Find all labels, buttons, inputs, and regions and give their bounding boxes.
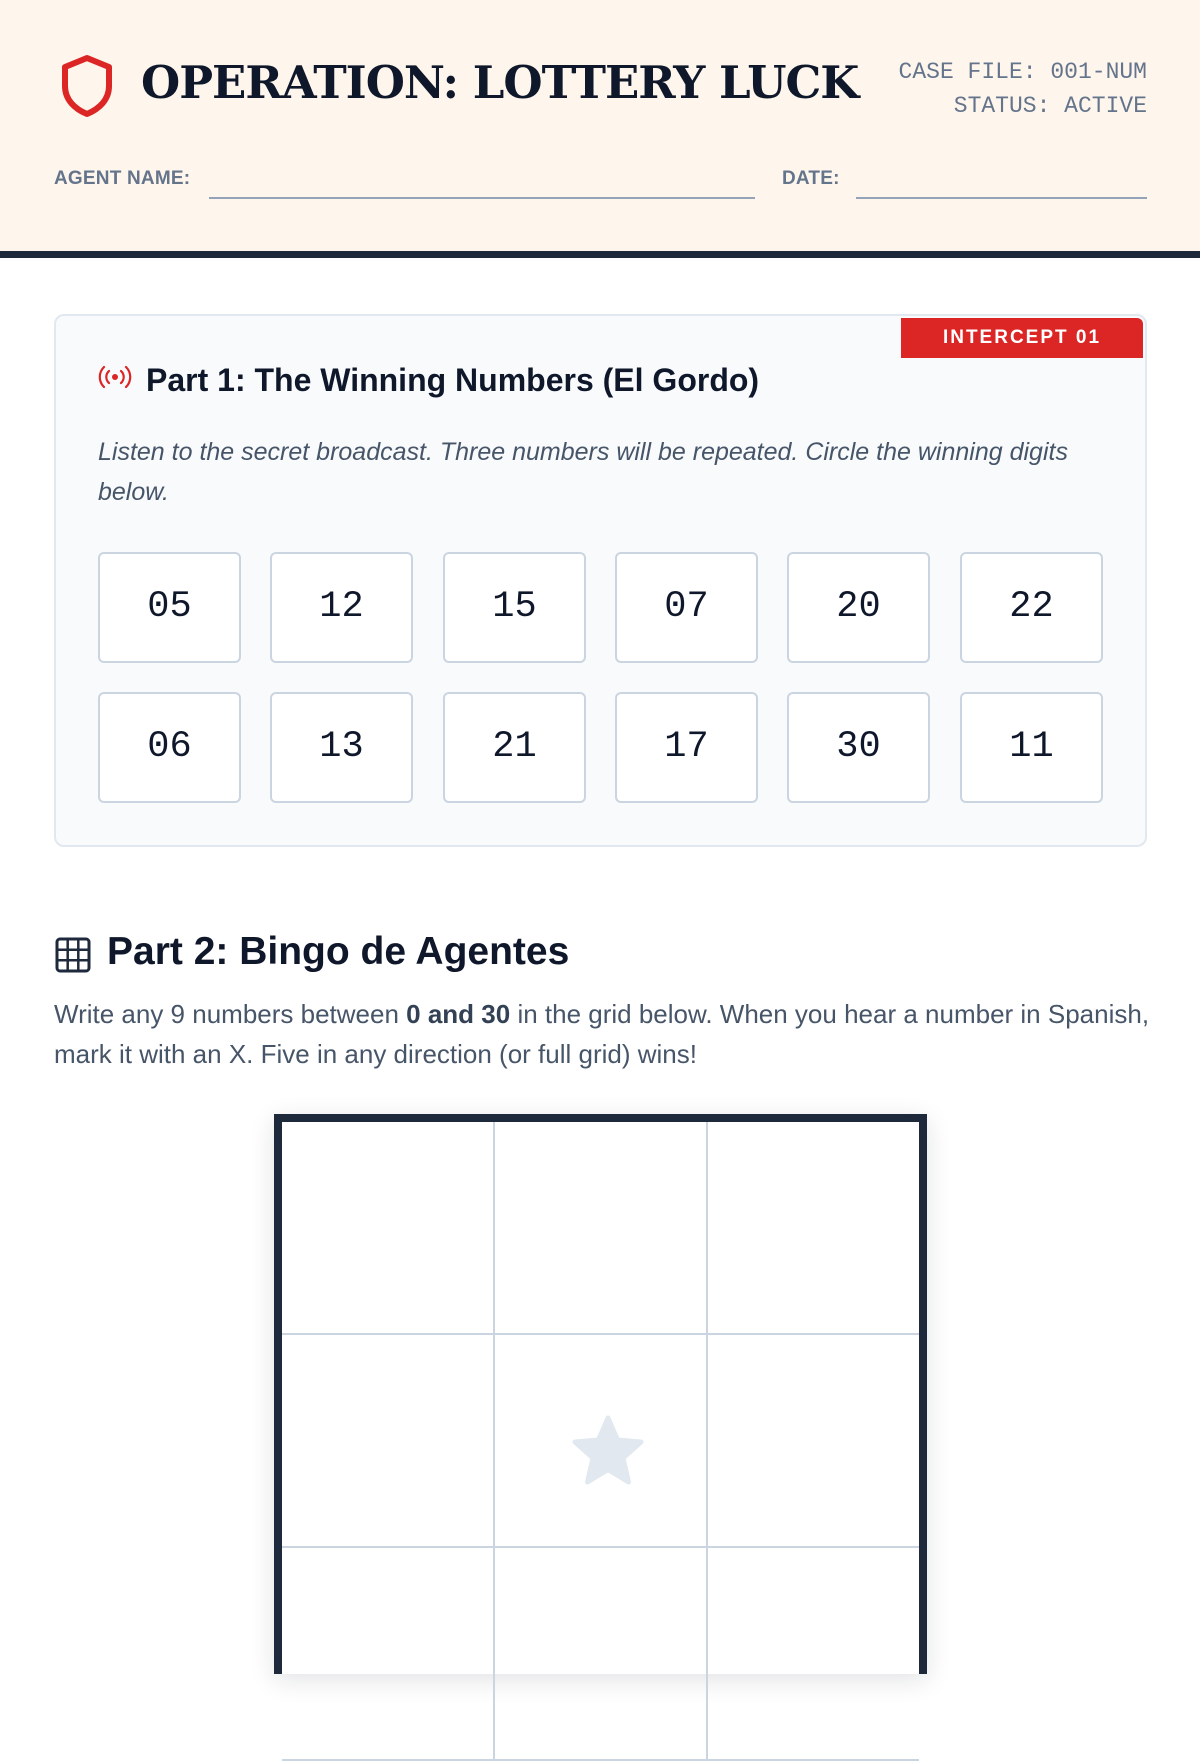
intercept-badge: INTERCEPT 01 xyxy=(901,318,1143,358)
number-box[interactable]: 20 xyxy=(787,552,930,663)
broadcast-icon xyxy=(98,364,132,390)
number-box[interactable]: 30 xyxy=(787,692,930,803)
part1-title: Part 1: The Winning Numbers (El Gordo) xyxy=(146,362,760,398)
star-icon xyxy=(570,1414,646,1490)
part1-instructions: Listen to the secret broadcast. Three numbers will be repeated. Circle the winning digits below. xyxy=(98,438,1068,506)
number-box[interactable]: 05 xyxy=(98,552,241,663)
number-box[interactable]: 17 xyxy=(615,692,758,803)
header xyxy=(0,0,1200,258)
bingo-cell[interactable] xyxy=(708,1335,919,1548)
part2-instructions-pre: Write any 9 numbers between xyxy=(54,999,407,1029)
bingo-cell[interactable] xyxy=(282,1335,495,1548)
number-box[interactable]: 15 xyxy=(443,552,586,663)
case-info xyxy=(899,55,1147,123)
case-file-label: CASE FILE: 001-NUM xyxy=(898,59,1147,85)
part2-instructions xyxy=(54,994,1154,1074)
bingo-cell[interactable] xyxy=(282,1548,495,1761)
number-box[interactable]: 21 xyxy=(443,692,586,803)
bingo-grid xyxy=(274,1114,927,1674)
number-box[interactable]: 12 xyxy=(270,552,413,663)
bingo-cell[interactable] xyxy=(495,1548,708,1761)
part2-instructions-range: 0 and 30 xyxy=(406,999,511,1029)
part2-title: Part 2: Bingo de Agentes xyxy=(107,930,570,973)
number-box[interactable]: 13 xyxy=(270,692,413,803)
agent-name-field[interactable] xyxy=(209,197,755,199)
agent-name-label: AGENT NAME: xyxy=(54,168,191,189)
date-label: DATE: xyxy=(782,168,840,189)
number-box[interactable]: 06 xyxy=(98,692,241,803)
number-box[interactable]: 07 xyxy=(615,552,758,663)
bingo-cell[interactable] xyxy=(495,1122,708,1335)
shield-icon xyxy=(60,54,114,118)
bingo-cell[interactable] xyxy=(282,1122,495,1335)
part2-instructions-post: in the grid below. When you hear a number in Spanish, mark it with an X. Five in any direction (or full grid) wins! xyxy=(54,999,1150,1069)
bingo-cell[interactable] xyxy=(708,1122,919,1335)
bingo-cell[interactable] xyxy=(708,1548,919,1761)
number-box[interactable]: 22 xyxy=(960,552,1103,663)
page-title: OPERATION: LOTTERY LUCK xyxy=(141,56,859,109)
grid-icon xyxy=(55,937,91,973)
date-field[interactable] xyxy=(856,197,1147,199)
part1-card xyxy=(54,314,1147,847)
status-label: STATUS: ACTIVE xyxy=(953,93,1147,119)
number-box[interactable]: 11 xyxy=(960,692,1103,803)
